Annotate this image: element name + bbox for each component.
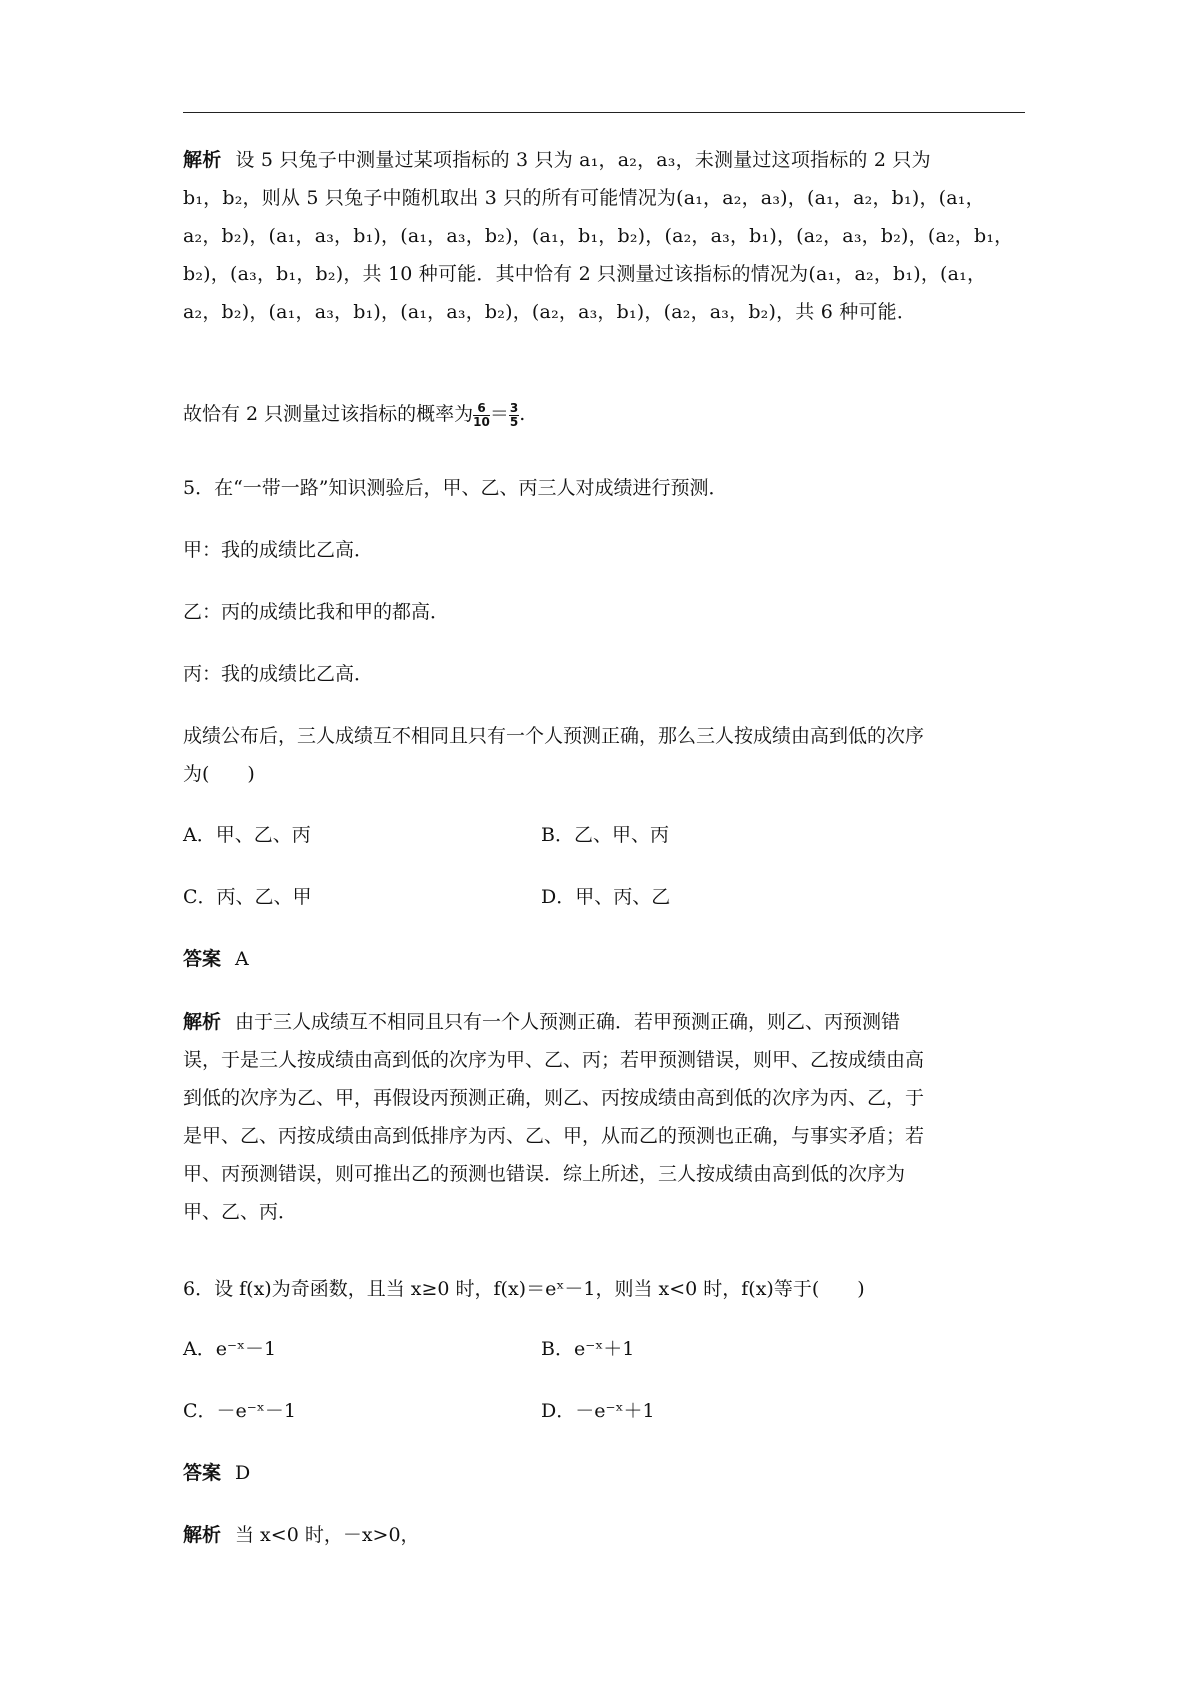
- q6-option-d: D．－e⁻ˣ＋1: [541, 1400, 655, 1422]
- q6-option-b: B．e⁻ˣ＋1: [541, 1338, 635, 1360]
- q6-option-c: C．－e⁻ˣ－1: [183, 1400, 296, 1422]
- fraction-3-5: $\frac{3}{5}$: [509, 400, 519, 429]
- q4-analysis-line4: b₂)，(a₃，b₁，b₂)，共 10 种可能．其中恰有 2 只测量过该指标的情况为(a₁，a₂，b₁)，(a₁，: [183, 263, 987, 285]
- q5-statement-jia: 甲：我的成绩比乙高．: [183, 539, 374, 561]
- q6-answer: 答案 D: [183, 1462, 251, 1484]
- q4-analysis-line2: b₁，b₂，则从 5 只兔子中随机取出 3 只的所有可能情况为(a₁，a₂，a₃)，(a₁，a₂，b₁)，(a₁，: [183, 187, 985, 209]
- q5-statement-bing: 丙：我的成绩比乙高．: [183, 663, 374, 685]
- q4-analysis: [183, 141, 1025, 331]
- q5-option-b: B．乙、甲、丙: [541, 824, 669, 846]
- q6-analysis: 解析 当 x<0 时，－x>0，: [183, 1524, 420, 1546]
- q5-analysis-line1: 解析 由于三人成绩互不相同且只有一个人预测正确．若甲预测正确，则乙、丙预测错: [183, 1011, 901, 1033]
- header-rule: [183, 112, 1025, 113]
- q5-answer: 答案 A: [183, 948, 249, 970]
- q6-stem: 6．设 f(x)为奇函数，且当 x≥0 时，f(x)＝eˣ－1，则当 x<0 时，f(x)等于( ): [183, 1278, 865, 1300]
- q4-analysis-line5: a₂，b₂)，(a₁，a₃，b₁)，(a₁，a₃，b₂)，(a₂，a₃，b₁)，(a₂，a₃，b₂)，共 6 种可能．: [183, 301, 917, 323]
- q5-analysis: 解析 由于三人成绩互不相同且只有一个人预测正确．若甲预测正确，则乙、丙预测错 误，于是三人按成绩由高到低的次序为甲、乙、丙；若甲预测错误，则甲、乙按成绩由高 到低的次序为乙、甲，再假设丙预测正确，则乙、丙按成绩由高到低的次序为丙、乙，于 是甲、乙、丙按成绩由高到低排序为丙、乙、甲，从而乙的预测也正确，与事实矛盾；若 甲、丙预测错误，则可推出乙的预测也错误．综上所述，三人按成绩由高到低的次序为 甲、乙、丙．: [183, 1003, 1025, 1231]
- answer-label: 答案: [183, 948, 222, 970]
- fraction-6-10: $\frac{6}{10}$: [473, 400, 490, 429]
- analysis-label: 解析: [183, 1524, 222, 1546]
- q5-option-c: C．丙、乙、甲: [183, 886, 312, 908]
- q5-option-a: A．甲、乙、丙: [183, 824, 311, 846]
- q5-statement-yi: 乙：丙的成绩比我和甲的都高．: [183, 601, 450, 623]
- q4-analysis-line1: 解析 设 5 只兔子中测量过某项指标的 3 只为 a₁，a₂，a₃，未测量过这项指标的 2 只为: [183, 149, 931, 171]
- analysis-label: 解析: [183, 149, 222, 171]
- q6-option-a: A．e⁻ˣ－1: [183, 1338, 277, 1360]
- q4-conclusion: 故恰有 2 只测量过该指标的概率为 $\frac{6}{10}$ ＝ $\frac{3}{5}$ .: [183, 400, 526, 429]
- analysis-label: 解析: [183, 1011, 222, 1033]
- q4-analysis-line3: a₂，b₂)，(a₁，a₃，b₁)，(a₁，a₃，b₂)，(a₁，b₁，b₂)，(a₂，a₃，b₁)，(a₂，a₃，b₂)，(a₂，b₁，: [183, 225, 1014, 247]
- answer-label: 答案: [183, 1462, 222, 1484]
- q5-option-d: D．甲、丙、乙: [541, 886, 671, 908]
- q5-stem: 5．在“一带一路”知识测验后，甲、乙、丙三人对成绩进行预测．: [183, 477, 728, 499]
- q5-question: 成绩公布后，三人成绩互不相同且只有一个人预测正确，那么三人按成绩由高到低的次序 为( ): [183, 725, 925, 785]
